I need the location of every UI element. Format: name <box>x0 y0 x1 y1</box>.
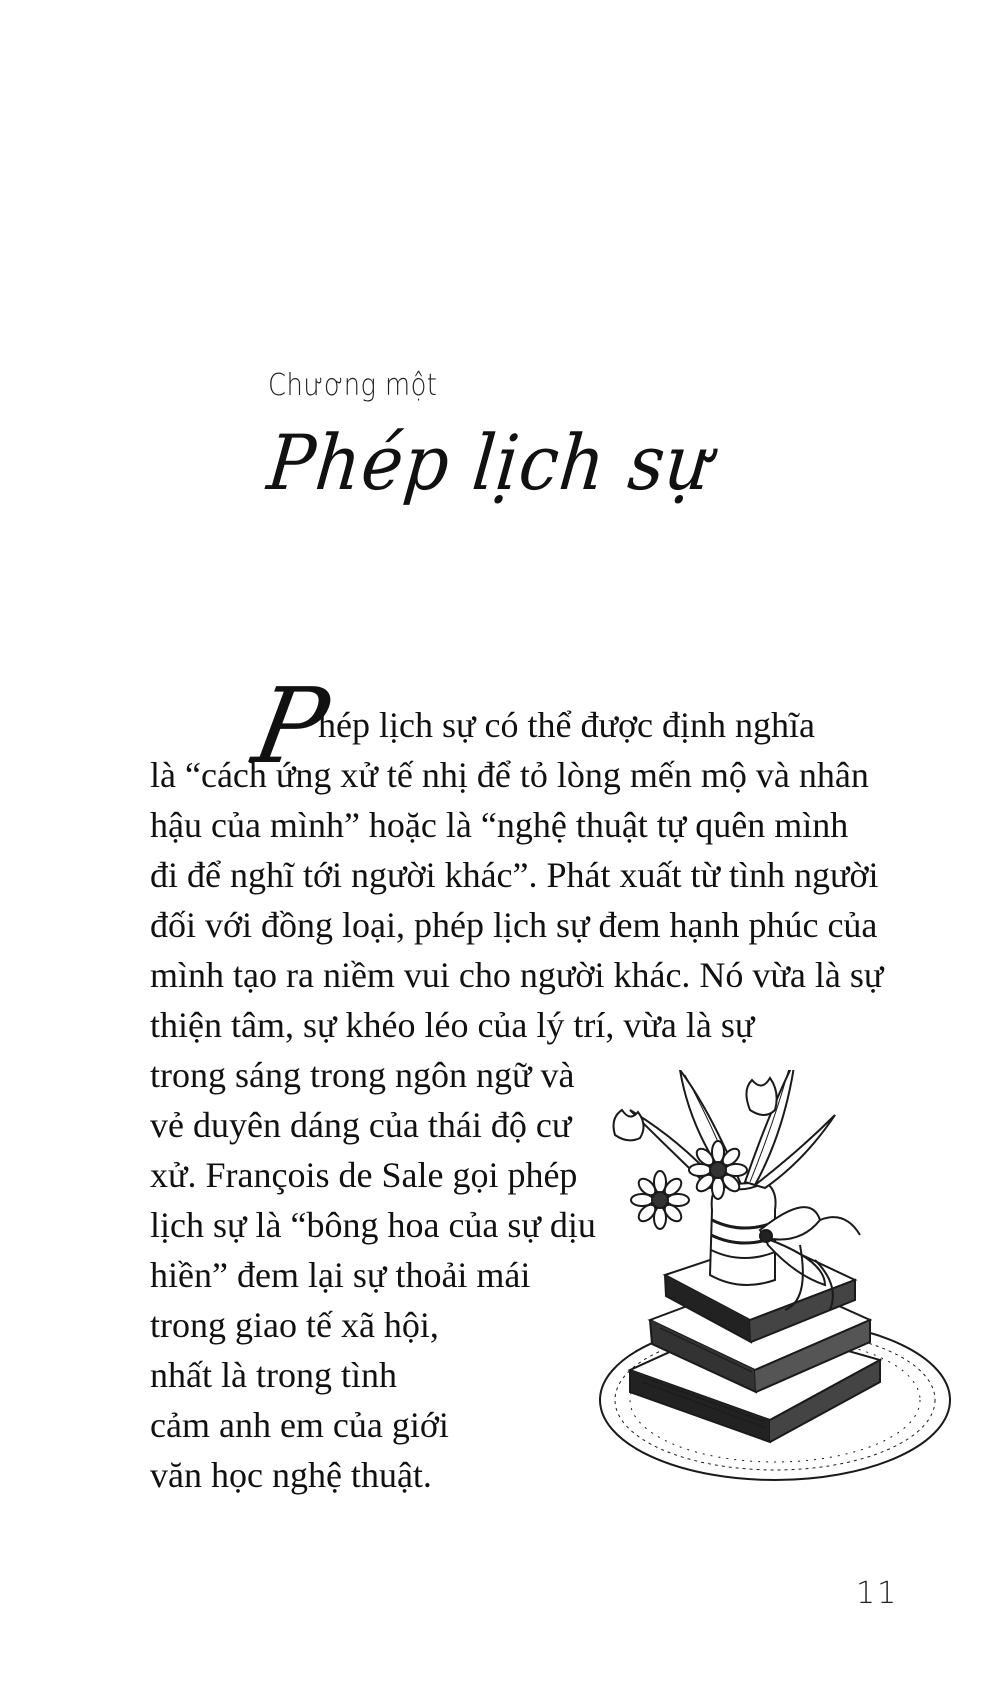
text-line: vẻ duyên dáng của thái độ cư <box>150 1105 572 1145</box>
text-line: nhất là trong tình <box>150 1355 397 1395</box>
text-line: trong giao tế xã hội, <box>150 1305 439 1345</box>
text-line: hiền” đem lại sự thoải mái <box>150 1255 531 1295</box>
chapter-title: Phép lịch sự <box>263 418 716 507</box>
text-line: thiện tâm, sự khéo léo của lý trí, vừa là sự <box>150 1005 755 1045</box>
text-line: lịch sự là “bông hoa của sự dịu <box>150 1205 596 1245</box>
books-vase-flowers-illustration <box>570 1070 960 1490</box>
text-line: văn học nghệ thuật. <box>150 1455 432 1495</box>
text-line: mình tạo ra niềm vui cho người khác. Nó vừa là sự <box>150 955 884 995</box>
text-line: cảm anh em của giới <box>150 1405 449 1445</box>
page-number: 11 <box>856 1576 899 1611</box>
text-line: hậu của mình” hoặc là “nghệ thuật tự quên mình <box>150 805 849 845</box>
text-line: là “cách ứng xử tế nhị để tỏ lòng mến mộ và nhân <box>150 755 869 795</box>
text-line: đối với đồng loại, phép lịch sự đem hạnh phúc của <box>150 905 878 945</box>
text-line: trong sáng trong ngôn ngữ và <box>150 1055 575 1095</box>
text-line: hép lịch sự có thể được định nghĩa <box>318 705 815 745</box>
chapter-label: Chương một <box>268 368 438 403</box>
text-line: xử. François de Sale gọi phép <box>150 1155 578 1195</box>
text-line: đi để nghĩ tới người khác”. Phát xuất từ tình người <box>150 855 879 895</box>
drop-cap: P <box>245 665 337 787</box>
